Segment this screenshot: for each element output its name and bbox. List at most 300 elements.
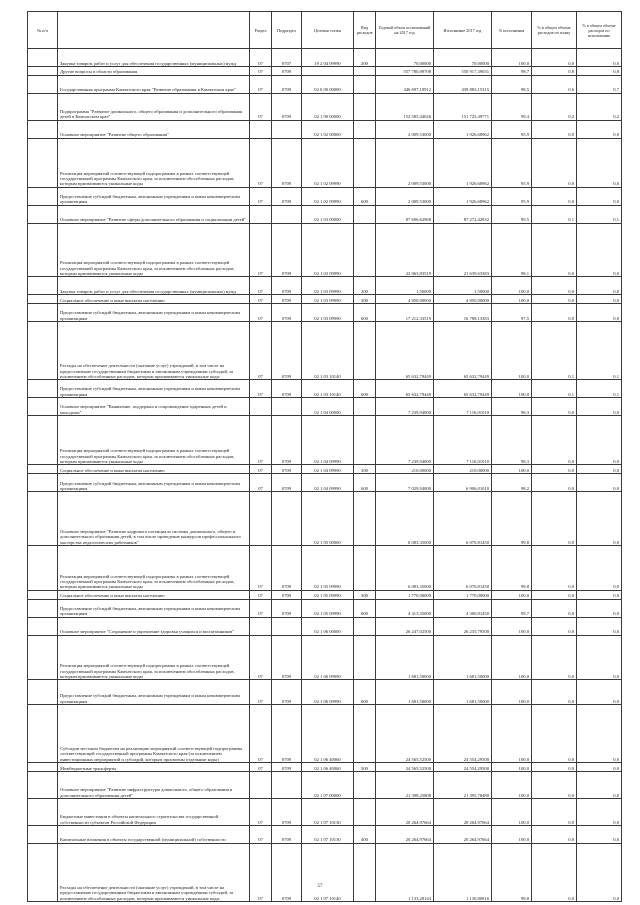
table-row xyxy=(28,205,622,223)
row-podrazdel-cell: 0709 xyxy=(272,295,302,304)
row-fact-cell: 1,50000 xyxy=(434,277,492,295)
header-razdel: Раздел xyxy=(250,12,272,49)
row-razdel-cell: 07 xyxy=(250,599,272,617)
row-pct-cell: 100,0 xyxy=(492,322,532,380)
row-csr-cell: 02 1 04 00000 xyxy=(302,398,354,416)
row-podrazdel-cell: 0709 xyxy=(272,465,302,474)
row-pct-cell: 98,7 xyxy=(492,66,532,75)
row-pct-cell: 99,8 xyxy=(492,843,532,901)
header-podrazdel: Подраздел xyxy=(272,12,302,49)
row-vr-cell xyxy=(354,66,376,75)
row-vr-cell xyxy=(354,772,376,799)
row-share-fact-cell: 0,0 xyxy=(577,465,622,474)
row-num-cell xyxy=(28,465,58,474)
row-fact-cell: 87 272,42832 xyxy=(434,205,492,223)
row-name-cell: Субсидии местным бюджетам на реализацию мероприятий соответствующей подпрограммы соответствующей государственной программы Камчатского края (за исключением инвестиционных мероприятий и субсидий, которым присвоены отдельные коды) xyxy=(58,705,250,763)
row-fact-cell: 65 632,79449 xyxy=(434,380,492,398)
row-vr-cell: 400 xyxy=(354,825,376,843)
row-share-plan-cell: 0,1 xyxy=(532,205,577,223)
row-num-cell xyxy=(28,825,58,843)
table-row xyxy=(28,843,622,901)
row-share-plan-cell: 0,0 xyxy=(532,546,577,591)
page-number: 57 xyxy=(317,884,323,889)
table-row xyxy=(28,380,622,398)
row-share-fact-cell: 0,0 xyxy=(577,49,622,67)
table-row xyxy=(28,295,622,304)
row-vr-cell xyxy=(354,75,376,93)
row-num-cell xyxy=(28,138,58,187)
row-share-plan-cell: 0,0 xyxy=(532,465,577,474)
row-pct-cell: 100,0 xyxy=(492,617,532,635)
header-csr: Целевая статья xyxy=(302,12,354,49)
row-pct-cell: 100,0 xyxy=(492,590,532,599)
row-share-fact-cell: 0,2 xyxy=(577,93,622,120)
row-podrazdel-cell: 0709 xyxy=(272,416,302,465)
row-csr-cell: 02 1 03 09990 xyxy=(302,295,354,304)
row-vr-cell xyxy=(354,546,376,591)
row-share-plan-cell: 0,0 xyxy=(532,825,577,843)
row-razdel-cell xyxy=(250,492,272,546)
header-share-fact: % в общем объеме расходов по исполнению xyxy=(577,12,622,49)
row-share-fact-cell: 0,0 xyxy=(577,416,622,465)
row-share-plan-cell: 0,0 xyxy=(532,474,577,492)
row-plan-cell: 6 083,35000 xyxy=(376,492,434,546)
table-row xyxy=(28,304,622,322)
row-num-cell xyxy=(28,590,58,599)
row-name-cell: Основное мероприятие "Развитие общего образования" xyxy=(58,120,250,138)
row-vr-cell: 300 xyxy=(354,295,376,304)
row-share-fact-cell: 0,0 xyxy=(577,492,622,546)
row-fact-cell: 1 926,68962 xyxy=(434,187,492,205)
row-share-fact-cell: 0,0 xyxy=(577,680,622,705)
row-vr-cell xyxy=(354,205,376,223)
row-csr-cell: 02 1 02 09990 xyxy=(302,187,354,205)
row-fact-cell: 6 070,81450 xyxy=(434,492,492,546)
row-share-fact-cell: 0,0 xyxy=(577,617,622,635)
row-podrazdel-cell: 0709 xyxy=(272,474,302,492)
row-pct-cell: 95,9 xyxy=(492,120,532,138)
row-name-cell: Основное мероприятие "Сохранение и укрепление здоровья учащихся и воспитанников" xyxy=(58,617,250,635)
table-row xyxy=(28,277,622,295)
row-share-plan-cell: 0,0 xyxy=(532,599,577,617)
row-share-plan-cell: 0,0 xyxy=(532,763,577,772)
row-csr-cell: 02 1 06 00000 xyxy=(302,617,354,635)
row-plan-cell: 4 313,35000 xyxy=(376,599,434,617)
row-num-cell xyxy=(28,398,58,416)
table-row xyxy=(28,187,622,205)
row-csr-cell: 02 1 07 00000 xyxy=(302,772,354,799)
row-plan-cell: 1,50000 xyxy=(376,277,434,295)
row-name-cell: Предоставление субсидий бюджетным, автономным учреждениям и иным некоммерческим организациям xyxy=(58,599,250,617)
row-csr-cell: 02 1 04 09990 xyxy=(302,474,354,492)
row-pct-cell: 100,0 xyxy=(492,49,532,67)
row-vr-cell xyxy=(354,799,376,826)
row-podrazdel-cell: 0709 xyxy=(272,322,302,380)
row-razdel-cell: 07 xyxy=(250,799,272,826)
table-row xyxy=(28,680,622,705)
table-row xyxy=(28,705,622,763)
row-fact-cell: 1 130,80816 xyxy=(434,843,492,901)
row-fact-cell: 1 926,68962 xyxy=(434,138,492,187)
row-vr-cell: 600 xyxy=(354,474,376,492)
row-csr-cell: 02 1 03 09990 xyxy=(302,277,354,295)
row-vr-cell xyxy=(354,635,376,680)
row-plan-cell: 7 239,94000 xyxy=(376,398,434,416)
row-vr-cell xyxy=(354,398,376,416)
row-csr-cell: 02 1 06 09990 xyxy=(302,680,354,705)
row-csr-cell: 02 1 07 10130 xyxy=(302,825,354,843)
table-row xyxy=(28,825,622,843)
row-plan-cell: 1 681,50000 xyxy=(376,680,434,705)
row-share-fact-cell: 0,0 xyxy=(577,843,622,901)
row-name-cell: Реализация мероприятий соответствующей подпрограммы в рамках соответствующей государственной программы Камчатского края, за исключением обособленных расходов, которым присваиваются уникальные коды xyxy=(58,416,250,465)
row-csr-cell: 19 2 04 09990 xyxy=(302,49,354,67)
row-fact-cell: 6 906,01010 xyxy=(434,474,492,492)
row-podrazdel-cell: 0709 xyxy=(272,843,302,901)
row-share-plan-cell: 0,0 xyxy=(532,187,577,205)
row-razdel-cell: 07 xyxy=(250,295,272,304)
row-fact-cell: 16 788,13383 xyxy=(434,304,492,322)
row-razdel-cell: 07 xyxy=(250,546,272,591)
row-num-cell xyxy=(28,680,58,705)
row-name-cell: Социальное обеспечение и иные выплаты населению xyxy=(58,295,250,304)
row-share-plan-cell: 0,1 xyxy=(532,322,577,380)
row-fact-cell: 70,00000 xyxy=(434,49,492,67)
row-csr-cell: 02 1 04 09990 xyxy=(302,465,354,474)
row-pct-cell: 100,0 xyxy=(492,763,532,772)
row-vr-cell: 600 xyxy=(354,187,376,205)
row-fact-cell: 65 632,79449 xyxy=(434,322,492,380)
row-name-cell: Реализация мероприятий соответствующей подпрограммы в рамках соответствующей государственной программы Камчатского края, за исключением обособленных расходов, которым присваиваются уникальные коды xyxy=(58,546,250,591)
table-row xyxy=(28,75,622,93)
row-share-fact-cell: 0,0 xyxy=(577,590,622,599)
row-podrazdel-cell: 0709 xyxy=(272,680,302,705)
row-plan-cell: 152 585,44026 xyxy=(376,93,434,120)
row-name-cell: Реализация мероприятий соответствующей подпрограммы в рамках соответствующей государственной программы Камчатского края, за исключением обособленных расходов, которым присваиваются уникальные коды xyxy=(58,138,250,187)
row-csr-cell: 02 1 00 00000 xyxy=(302,93,354,120)
row-num-cell xyxy=(28,617,58,635)
row-name-cell: Предоставление субсидий бюджетным, автономным учреждениям и иным некоммерческим организациям xyxy=(58,187,250,205)
row-share-fact-cell: 0,0 xyxy=(577,223,622,277)
row-csr-cell: 02 1 04 09990 xyxy=(302,416,354,465)
row-razdel-cell: 07 xyxy=(250,49,272,67)
row-razdel-cell: 07 xyxy=(250,93,272,120)
row-share-fact-cell: 0,1 xyxy=(577,322,622,380)
row-name-cell: Государственная программа Камчатского края "Развитие образования в Камчатском крае" xyxy=(58,75,250,93)
table-row xyxy=(28,799,622,826)
row-razdel-cell: 07 xyxy=(250,843,272,901)
table-row xyxy=(28,49,622,67)
row-razdel-cell: 07 xyxy=(250,187,272,205)
row-num-cell xyxy=(28,75,58,93)
row-fact-cell: 1 926,68962 xyxy=(434,120,492,138)
row-podrazdel-cell: 0709 xyxy=(272,799,302,826)
row-share-plan-cell: 0,0 xyxy=(532,680,577,705)
row-plan-cell: 1 770,00000 xyxy=(376,590,434,599)
row-share-fact-cell: 0,1 xyxy=(577,205,622,223)
row-podrazdel-cell: 0709 xyxy=(272,277,302,295)
row-podrazdel-cell: 0709 xyxy=(272,380,302,398)
row-fact-cell: 439 883,15315 xyxy=(434,75,492,93)
row-share-fact-cell: 0,0 xyxy=(577,705,622,763)
row-pct-cell: 98,2 xyxy=(492,474,532,492)
row-name-cell: Социальное обеспечение и иные выплаты населению xyxy=(58,590,250,599)
row-podrazdel-cell xyxy=(272,617,302,635)
row-num-cell xyxy=(28,416,58,465)
row-plan-cell: 6 083,35000 xyxy=(376,546,434,591)
row-razdel-cell: 07 xyxy=(250,416,272,465)
row-vr-cell: 300 xyxy=(354,590,376,599)
row-razdel-cell xyxy=(250,398,272,416)
row-share-plan-cell: 0,0 xyxy=(532,295,577,304)
row-pct-cell: 99,7 xyxy=(492,599,532,617)
row-share-plan-cell: 0,0 xyxy=(532,49,577,67)
row-plan-cell: 20 264,97664 xyxy=(376,825,434,843)
row-razdel-cell xyxy=(250,772,272,799)
row-share-plan-cell: 0,0 xyxy=(532,617,577,635)
table-row xyxy=(28,223,622,277)
row-pct-cell: 95,9 xyxy=(492,187,532,205)
row-plan-cell: 87 696,62968 xyxy=(376,205,434,223)
row-vr-cell: 300 xyxy=(354,465,376,474)
row-share-plan-cell: 0,0 xyxy=(532,799,577,826)
row-name-cell: Реализация мероприятий соответствующей подпрограммы в рамках соответствующей государственной программы Камчатского края, за исключением обособленных расходов, которым присваиваются уникальные коды xyxy=(58,223,250,277)
row-razdel-cell xyxy=(250,617,272,635)
row-plan-cell: 26 247,02500 xyxy=(376,617,434,635)
row-share-fact-cell: 0,8 xyxy=(577,66,622,75)
table-row xyxy=(28,617,622,635)
row-share-fact-cell: 0,0 xyxy=(577,772,622,799)
header-num: № п/п xyxy=(28,12,58,49)
row-num-cell xyxy=(28,295,58,304)
row-share-fact-cell: 0,0 xyxy=(577,799,622,826)
row-razdel-cell: 07 xyxy=(250,277,272,295)
row-share-plan-cell: 0,6 xyxy=(532,75,577,93)
row-fact-cell: 21 395,78480 xyxy=(434,772,492,799)
row-share-fact-cell: 0,7 xyxy=(577,75,622,93)
row-fact-cell: 7 116,01010 xyxy=(434,416,492,465)
row-num-cell xyxy=(28,66,58,75)
row-share-fact-cell: 0,0 xyxy=(577,304,622,322)
row-plan-cell: 20 264,97664 xyxy=(376,799,434,826)
row-name-cell: Основное мероприятие "Развитие кадрового потенциала системы дошкольного, общего и дополнительного образования детей, в том числе проведение конкурсов профессионального мастерства педагогических работников" xyxy=(58,492,250,546)
row-pct-cell: 98,3 xyxy=(492,398,532,416)
row-share-fact-cell: 0,0 xyxy=(577,120,622,138)
row-podrazdel-cell: 0709 xyxy=(272,599,302,617)
row-name-cell: Предоставление субсидий бюджетным, автономным учреждениям и иным некоммерческим организациям xyxy=(58,680,250,705)
row-num-cell xyxy=(28,843,58,901)
row-fact-cell: 210,00000 xyxy=(434,465,492,474)
row-podrazdel-cell: 0709 xyxy=(272,763,302,772)
row-razdel-cell: 07 xyxy=(250,635,272,680)
row-share-plan-cell: 0,8 xyxy=(532,66,577,75)
row-fact-cell: 24 554,29500 xyxy=(434,763,492,772)
row-pct-cell: 98,5 xyxy=(492,75,532,93)
row-vr-cell xyxy=(354,223,376,277)
row-csr-cell: 02 1 03 10140 xyxy=(302,322,354,380)
row-pct-cell: 100,0 xyxy=(492,799,532,826)
row-name-cell: Предоставление субсидий бюджетным, автономным учреждениям и иным некоммерческим организациям xyxy=(58,380,250,398)
row-razdel-cell: 07 xyxy=(250,138,272,187)
table-row xyxy=(28,138,622,187)
table-row xyxy=(28,66,622,75)
row-podrazdel-cell xyxy=(272,398,302,416)
row-plan-cell: 7 239,94000 xyxy=(376,416,434,465)
row-pct-cell: 100,0 xyxy=(492,380,532,398)
row-vr-cell xyxy=(354,617,376,635)
row-share-fact-cell: 0,0 xyxy=(577,277,622,295)
row-plan-cell: 210,00000 xyxy=(376,465,434,474)
row-vr-cell: 600 xyxy=(354,380,376,398)
row-csr-cell: 02 1 06 40060 xyxy=(302,705,354,763)
row-num-cell xyxy=(28,799,58,826)
table-row xyxy=(28,474,622,492)
row-podrazdel-cell: 0707 xyxy=(272,49,302,67)
row-name-cell: Другие вопросы в области образования xyxy=(58,66,250,75)
row-name-cell: Закупка товаров, работ и услуг для обеспечения государственных (муниципальных) нужд xyxy=(58,49,250,67)
row-pct-cell: 99,4 xyxy=(492,93,532,120)
table-header-row xyxy=(28,12,622,49)
row-plan-cell: 2 009,53000 xyxy=(376,120,434,138)
row-podrazdel-cell: 0709 xyxy=(272,546,302,591)
row-pct-cell: 100,0 xyxy=(492,295,532,304)
row-plan-cell: 21 398,25808 xyxy=(376,772,434,799)
row-fact-cell: 20 264,97664 xyxy=(434,825,492,843)
row-share-fact-cell: 0,0 xyxy=(577,295,622,304)
row-csr-cell: 02 1 03 00000 xyxy=(302,205,354,223)
row-podrazdel-cell: 0709 xyxy=(272,93,302,120)
row-num-cell xyxy=(28,705,58,763)
row-razdel-cell: 07 xyxy=(250,465,272,474)
row-name-cell: Основное мероприятие "Выявление, поддержка и сопровождение одаренных детей и молодежи" xyxy=(58,398,250,416)
row-name-cell: Социальное обеспечение и иные выплаты населению xyxy=(58,465,250,474)
table-row xyxy=(28,93,622,120)
row-num-cell xyxy=(28,93,58,120)
row-pct-cell: 100,0 xyxy=(492,705,532,763)
row-podrazdel-cell: 0709 xyxy=(272,304,302,322)
row-num-cell xyxy=(28,120,58,138)
row-pct-cell: 99,8 xyxy=(492,492,532,546)
row-razdel-cell: 07 xyxy=(250,474,272,492)
row-share-plan-cell: 0,0 xyxy=(532,492,577,546)
row-name-cell: Межбюджетные трансферты xyxy=(58,763,250,772)
row-share-fact-cell: 0,0 xyxy=(577,763,622,772)
row-name-cell: Закупка товаров, работ и услуг для обеспечения государственных (муниципальных) нужд xyxy=(58,277,250,295)
table-row xyxy=(28,763,622,772)
row-vr-cell xyxy=(354,705,376,763)
table-row xyxy=(28,635,622,680)
row-share-plan-cell: 0,0 xyxy=(532,398,577,416)
row-vr-cell: 600 xyxy=(354,599,376,617)
table-row xyxy=(28,465,622,474)
table-row xyxy=(28,546,622,591)
row-share-plan-cell: 0,0 xyxy=(532,223,577,277)
row-vr-cell xyxy=(354,843,376,901)
row-razdel-cell: 07 xyxy=(250,380,272,398)
row-plan-cell: 24 565,52500 xyxy=(376,705,434,763)
row-csr-cell: 02 1 03 09990 xyxy=(302,223,354,277)
row-plan-cell: 2 009,53000 xyxy=(376,138,434,187)
row-num-cell xyxy=(28,474,58,492)
row-razdel-cell: 07 xyxy=(250,75,272,93)
row-csr-cell: 02 1 05 00000 xyxy=(302,492,354,546)
row-plan-cell: 24 565,52500 xyxy=(376,763,434,772)
row-share-plan-cell: 0,0 xyxy=(532,590,577,599)
row-vr-cell: 200 xyxy=(354,277,376,295)
row-csr-cell: 02 1 03 10140 xyxy=(302,380,354,398)
row-fact-cell: 4 300,81450 xyxy=(434,599,492,617)
row-share-fact-cell: 0,0 xyxy=(577,599,622,617)
row-podrazdel-cell: 0709 xyxy=(272,138,302,187)
row-fact-cell: 550 917,39031 xyxy=(434,66,492,75)
row-vr-cell xyxy=(354,93,376,120)
row-pct-cell: 100,0 xyxy=(492,680,532,705)
row-fact-cell: 1 681,50000 xyxy=(434,680,492,705)
row-num-cell xyxy=(28,599,58,617)
row-share-plan-cell: 0,0 xyxy=(532,416,577,465)
table-row xyxy=(28,398,622,416)
row-fact-cell: 1 681,50000 xyxy=(434,635,492,680)
row-vr-cell xyxy=(354,120,376,138)
row-razdel-cell: 07 xyxy=(250,223,272,277)
row-share-plan-cell: 0,0 xyxy=(532,120,577,138)
row-pct-cell: 97,5 xyxy=(492,304,532,322)
row-vr-cell: 500 xyxy=(354,763,376,772)
row-share-fact-cell: 0,0 xyxy=(577,474,622,492)
row-plan-cell: 65 632,79449 xyxy=(376,380,434,398)
row-podrazdel-cell: 0709 xyxy=(272,223,302,277)
row-fact-cell: 20 264,97664 xyxy=(434,799,492,826)
row-fact-cell: 4 850,00000 xyxy=(434,295,492,304)
row-csr-cell: 02 1 03 09990 xyxy=(302,304,354,322)
row-num-cell xyxy=(28,635,58,680)
row-razdel-cell: 07 xyxy=(250,66,272,75)
row-num-cell xyxy=(28,772,58,799)
row-share-fact-cell: 0,0 xyxy=(577,187,622,205)
row-csr-cell xyxy=(302,66,354,75)
header-share-plan: % в общем объеме расходов по плану xyxy=(532,12,577,49)
row-name-cell: Бюджетные инвестиции в объекты капитального строительства государственной собственности субъектов Российской Федерации xyxy=(58,799,250,826)
row-podrazdel-cell: 0709 xyxy=(272,635,302,680)
row-share-plan-cell: 0,0 xyxy=(532,772,577,799)
row-razdel-cell: 07 xyxy=(250,705,272,763)
row-fact-cell: 26 235,79500 xyxy=(434,617,492,635)
table-row xyxy=(28,492,622,546)
row-share-fact-cell: 0,0 xyxy=(577,635,622,680)
row-csr-cell: 02 0 00 00000 xyxy=(302,75,354,93)
row-razdel-cell: 07 xyxy=(250,763,272,772)
row-num-cell xyxy=(28,205,58,223)
row-share-plan-cell: 0,0 xyxy=(532,277,577,295)
row-pct-cell: 99,5 xyxy=(492,205,532,223)
row-pct-cell: 100,0 xyxy=(492,825,532,843)
row-csr-cell: 02 1 05 09990 xyxy=(302,599,354,617)
row-name-cell: Капитальные вложения в объекты государственной (муниципальной) собственности xyxy=(58,825,250,843)
row-podrazdel-cell: 0709 xyxy=(272,705,302,763)
row-pct-cell: 100,0 xyxy=(492,277,532,295)
row-plan-cell: 1 133,28144 xyxy=(376,843,434,901)
row-pct-cell: 98,1 xyxy=(492,223,532,277)
row-name-cell: Основное мероприятие "Развитие сферы дополнительного образования и социализации детей" xyxy=(58,205,250,223)
row-vr-cell xyxy=(354,322,376,380)
table-row xyxy=(28,416,622,465)
row-num-cell xyxy=(28,277,58,295)
row-fact-cell: 7 116,01010 xyxy=(434,398,492,416)
row-csr-cell: 02 1 02 00000 xyxy=(302,120,354,138)
row-name-cell: Основное мероприятие "Развитие инфраструктуры дошкольного, общего образования и дополнительного образования детей" xyxy=(58,772,250,799)
row-share-plan-cell: 0,0 xyxy=(532,635,577,680)
row-pct-cell: 95,9 xyxy=(492,138,532,187)
